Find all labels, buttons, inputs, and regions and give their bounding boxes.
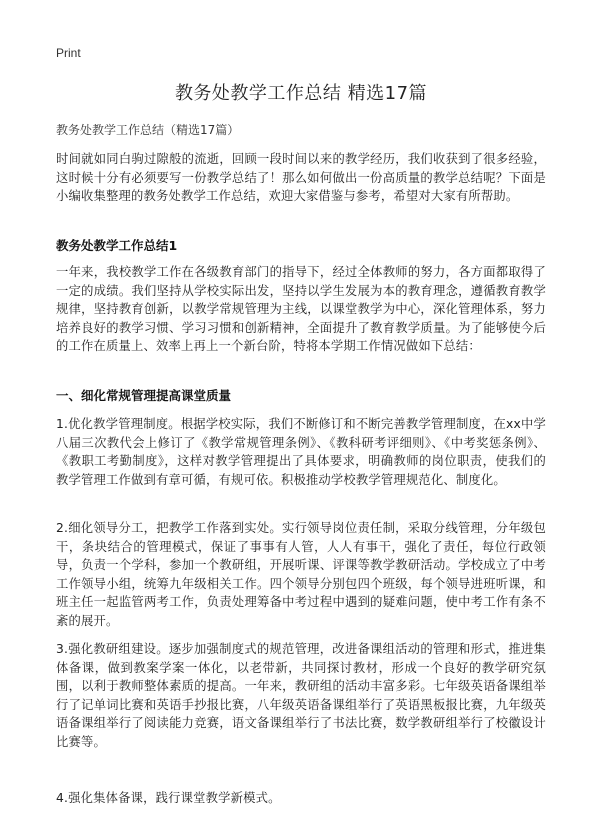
section-paragraph: 一年来，我校教学工作在各级教育部门的指导下，经过全体教师的努力，各方面都取得了一定的成绩。我们坚持从学校实际出发，坚持以学生发展为本的教育理念，遵循教育教学规律，坚持教育创新，以教学常规管理为主线，以课堂教学为中心，深化管理体系，努力培养良好的教学习惯、学习习惯和创新精神，全面提升了教育教学质量。为了能够使今后的工作在质量上、效率上再上一个新台阶，特将本学期工作情况做如下总结： bbox=[56, 265, 546, 353]
list-item: 2.细化领导分工，把教学工作落到实处。实行领导岗位责任制，采取分线管理，分年级包干，条块结合的管理模式，保证了事事有人管，人人有事干，强化了责任，每位行政领导，负责一个学科，参加一个教研组，开展听课、评课等教学教研活动。学校成立了中考工作领导小组，统筹九年级相关工作。四个领导分别包四个班级，每个领导进班听课，和班主任一起监管两考工作，负责处理筹备中考过程中遇到的疑难问题，使中考工作有条不紊的展开。 bbox=[56, 521, 546, 628]
list-item: 3.强化教研组建设。逐步加强制度式的规范管理，改进备课组活动的管理和形式，推进集体备课，做到教案学案一体化，以老带新，共同探讨教材，形成一个良好的教学研究氛围，以利于教师整体素质的提高。一年来，教研组的活动丰富多彩。七年级英语备课组举行了记单词比赛和英语手抄报比赛，八年级英语备课组举行了英语黑板报比赛，九年级英语备课组举行了阅读能力竞赛，语文备课组举行了书法比赛，数学教研组举行了校徽设计比赛等。 bbox=[56, 642, 546, 749]
list-item: 4.强化集体备课，践行课堂教学新模式。 bbox=[56, 791, 281, 805]
intro-paragraph: 时间就如同白驹过隙般的流逝，回顾一段时间以来的教学经历，我们收获到了很多经验，这时候十分有必须要写一份教学总结了！那么如何做出一份高质量的教学总结呢？下面是小编收集整理的教务处教学工作总结，欢迎大家借鉴与参考，希望对大家有所帮助。 bbox=[56, 152, 546, 203]
subsection-heading: 一、细化常规管理提高课堂质量 bbox=[56, 388, 232, 403]
document-subtitle: 教务处教学工作总结（精选17篇） bbox=[56, 123, 240, 137]
section-heading: 教务处教学工作总结1 bbox=[56, 238, 178, 253]
list-item: 1.优化教学管理制度。根据学校实际，我们不断修订和不断完善教学管理制度，在xx中学八届三次教代会上修订了《教学常规管理条例》、《教科研考评细则》、《中考奖惩条例》、《教职工考勤制度》，这样对教学管理提出了具体要求，明确教师的岗位职责，使我们的教学管理工作做到有章可循，有规可依。积极推动学校教学管理规范化、制度化。 bbox=[56, 417, 546, 487]
print-link[interactable]: Print bbox=[56, 46, 81, 60]
page-title: 教务处教学工作总结 精选17篇 bbox=[174, 83, 428, 104]
